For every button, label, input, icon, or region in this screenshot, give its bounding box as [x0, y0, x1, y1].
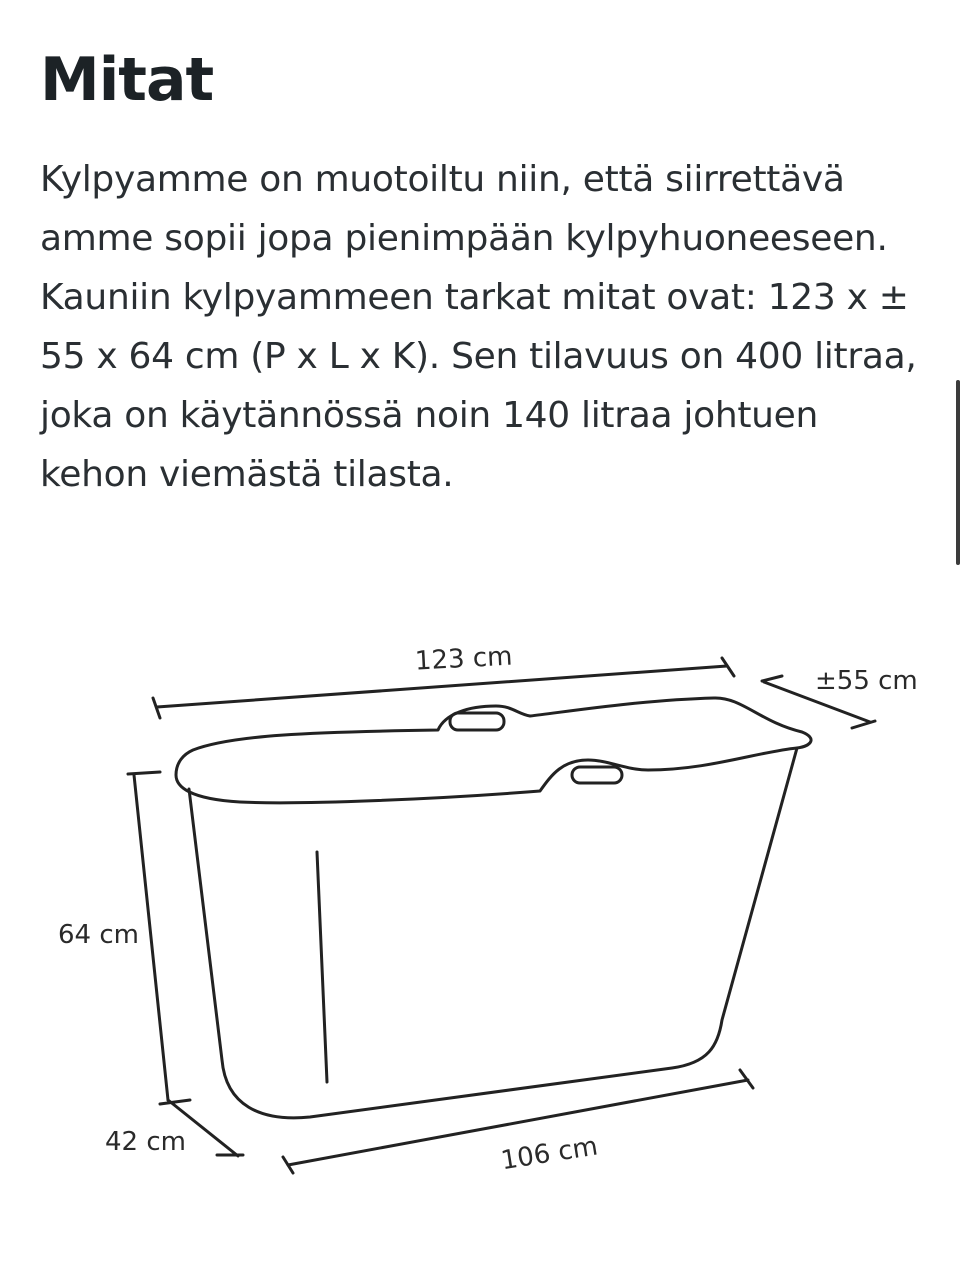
bottom-width-label: 42 cm [105, 1127, 186, 1157]
width-label: ±55 cm [815, 666, 918, 696]
tub-divider-line [317, 852, 327, 1082]
bottom-length-label: 106 cm [498, 1131, 600, 1177]
bathtub-dimensions-diagram [0, 600, 960, 1220]
scrollbar[interactable] [956, 380, 960, 565]
description-text: Kylpyamme on muotoiltu niin, että siirrettävä amme sopii jopa pienimpään kylpyhuoneeseen. Kauniin kylpyammeen tarkat mitat ovat: 123 x ± 55 x 64 cm (P x L x K). Sen tilavuus on 400 litraa, joka on käytännössä noin 140 litraa johtuen kehon viemästä tilasta. [40, 159, 917, 495]
page-title: Mitat [40, 45, 214, 115]
length-label: 123 cm [414, 641, 514, 677]
back-handle [450, 713, 504, 730]
height-label: 64 cm [58, 920, 139, 950]
front-handle [572, 767, 622, 783]
